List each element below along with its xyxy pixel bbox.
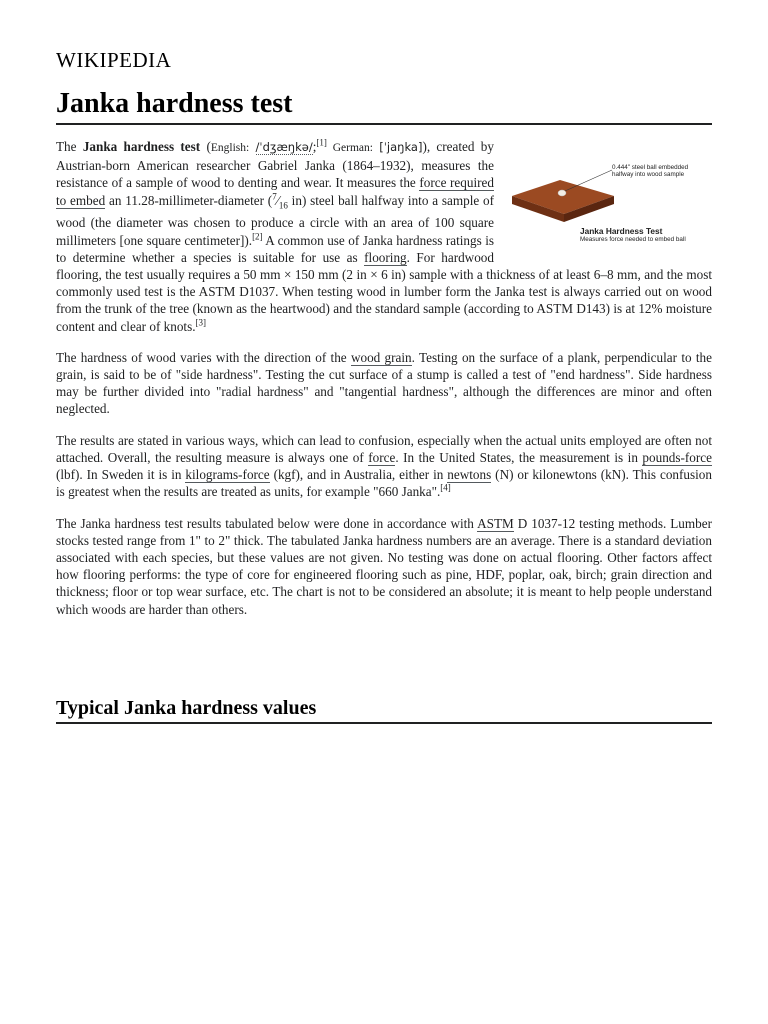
link-pounds-force[interactable]: pounds-force <box>642 449 712 465</box>
figure-annotation: 0.444" steel ball embedded halfway into wood sample <box>612 164 689 179</box>
link-force-required-to-embed[interactable]: force required to embed <box>56 175 494 208</box>
link-flooring[interactable]: flooring <box>364 249 407 265</box>
german-label: German: <box>326 142 373 154</box>
ipa-english-link[interactable]: /ˈdʒæŋkə/ <box>255 140 313 154</box>
section-typical-values <box>56 694 712 724</box>
intro-paragraph: The Janka hardness test (English: /ˈdʒæŋkə/;[1] German: [ˈjaŋka]), created by Austrian-born American researcher Gabriel Janka (1864–1932), measures the resistance of a sample of wood to denting and wear. It measures the force required to embed an 11.28-millimeter-diameter ($^7⁄_{16}$ in) steel ball halfway into a sample of wood (the diameter was chosen to produce a circle with an area of 100 square millimeters [one square centimeter]).[2] A common use of Janka hardness ratings is to determine whether a species is suitable for use as flooring. For hardwood flooring, the test usually requires a 50 mm × 150 mm (2 in × 6 in) sample with a thickness of at least 6–8 mm, and the most commonly used test is the ASTM D1037. When testing wood in lumber form the Janka test is always carried out on wood from the trunk of the tree (known as the heartwood) and the standard sample (according to ASTM D143) is at 12% moisture content and clear of knots.[3] <box>56 137 712 334</box>
english-label: English: <box>210 142 250 154</box>
grain-paragraph: The hardness of wood varies with the direction of the wood grain. Testing on the surface of a plank, perpendicular to the grain, is said to be of "side hardness". Testing the cut surface of a stump is called a test of "end hardness". Side hardness may be further divided into "radial hardness" and "tangential hardness", although the differences are minor and often neglected. <box>56 349 713 417</box>
units-paragraph: The results are stated in various ways, which can lead to confusion, especially when the actual units employed are often not attached. Overall, the resulting measure is always one of force. In the United States, the measurement is in pounds-force (lbf). In Sweden it is in kilograms-force (kgf), and in Australia, either in newtons (N) or kilonewtons (kN). This confusion is greatest when the results are treated as units, for example "660 Janka".[4] <box>56 432 712 500</box>
link-force[interactable]: force <box>368 449 396 465</box>
title-divider <box>56 123 712 125</box>
bold-term: Janka hardness test <box>82 139 201 154</box>
ref-1[interactable]: [1] <box>316 137 327 148</box>
janka-figure[interactable] <box>512 140 712 255</box>
link-wood-grain[interactable]: wood grain <box>350 349 412 365</box>
link-newtons[interactable]: newtons <box>447 467 492 483</box>
section-heading: Typical Janka hardness values <box>56 697 317 719</box>
ref-2[interactable]: [2] <box>252 231 263 242</box>
page-title: Janka hardness test <box>56 88 293 119</box>
pointer-line <box>565 170 612 191</box>
figure-subcaption: Measures force needed to embed ball <box>580 236 686 243</box>
wikipedia-wordmark[interactable]: WIKIPEDIA <box>56 48 172 72</box>
ref-3[interactable]: [3] <box>195 317 207 328</box>
method-paragraph: The Janka hardness test results tabulated below were done in accordance with ASTM D 1037-12 testing methods. Lumber stocks tested range from 1" to 2" thick. The tabulated Janka hardness numbers are an average. There is a standard deviation associated with each species, but these values are not given. No testing was done on actual flooring. Other factors affect how flooring performs: the type of core for engineered flooring such as pine, HDF, poplar, oak, birch; grain direction and thickness; floor or top wear surface, etc. The chart is not to be considered an absolute; it is meant to help people understand which woods are harder than others. <box>56 515 713 617</box>
fraction-denominator: 16 <box>278 200 288 211</box>
link-kilograms-force[interactable]: kilograms-force <box>185 467 270 483</box>
steel-ball <box>558 190 566 196</box>
article-body <box>56 138 712 632</box>
ref-4[interactable]: [4] <box>440 482 451 493</box>
ipa-german-link[interactable]: [ˈjaŋka] <box>379 140 423 154</box>
fraction-numerator: 7 <box>272 191 277 202</box>
link-astm[interactable]: ASTM <box>477 515 514 531</box>
section-divider <box>56 722 712 724</box>
figure-caption: Janka Hardness Test <box>580 226 663 236</box>
